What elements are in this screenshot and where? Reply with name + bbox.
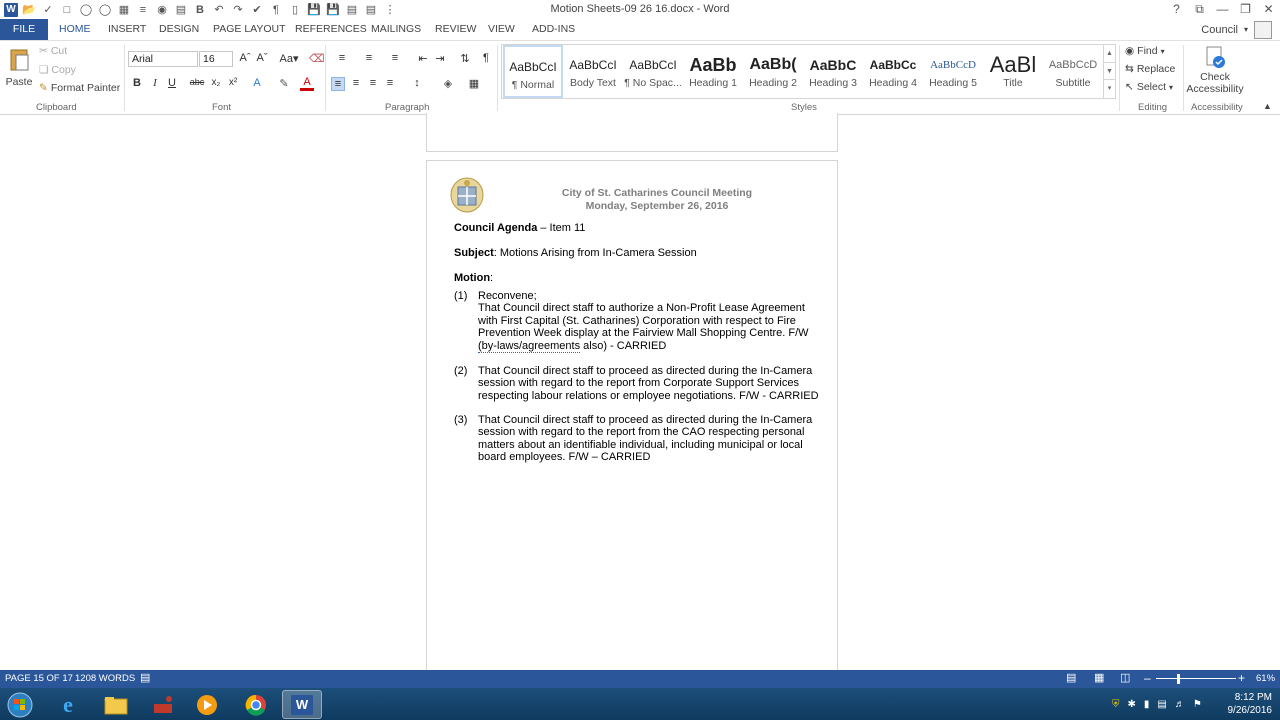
start-button[interactable] xyxy=(0,690,40,719)
change-case-icon[interactable]: Aa▾ xyxy=(279,53,299,65)
check-accessibility-button[interactable] xyxy=(1186,46,1244,95)
internet-explorer-app[interactable] xyxy=(48,690,88,719)
presentation-app[interactable] xyxy=(143,690,183,719)
editing-group-label: Editing xyxy=(1138,102,1168,113)
style-name: ¶ No Spac... xyxy=(624,77,682,89)
item-line: matters about an identifiable individual, including municipal or local xyxy=(478,438,803,451)
highlight-icon[interactable]: ✎ xyxy=(279,78,289,90)
subject-label: Subject xyxy=(454,247,494,259)
accessibility-check-icon xyxy=(1204,46,1226,70)
tab-design[interactable]: DESIGN xyxy=(159,23,200,35)
item-line: Prevention Week display at the Fairview Mall Shopping Centre. F/W xyxy=(478,327,809,340)
ribbon-display-options-icon[interactable]: ⧉ xyxy=(1195,2,1204,16)
style-name: Heading 2 xyxy=(749,77,797,89)
item-line: That Council direct staff to proceed as directed during the In-Camera xyxy=(478,365,813,377)
media-player-app[interactable] xyxy=(187,690,227,719)
chrome-icon xyxy=(244,693,268,717)
cursor-icon: ↖ xyxy=(1125,81,1134,93)
item-line: with First Capital (St. Catharines) Corporation with respect to Fire xyxy=(478,314,796,327)
italic-button[interactable]: I xyxy=(153,77,157,89)
copy-button[interactable] xyxy=(39,64,76,76)
ribbon-tabs xyxy=(0,19,1280,40)
style-preview: AaBbCcI xyxy=(629,58,677,72)
style-title[interactable] xyxy=(983,45,1043,98)
word-count[interactable]: 1208 WORDS xyxy=(75,673,136,684)
bold-button[interactable]: B xyxy=(133,77,141,89)
style-preview: AaBbCcI xyxy=(509,60,557,74)
multilevel-list-icon[interactable]: ≡ xyxy=(391,52,399,64)
previous-page-bottom xyxy=(426,113,838,152)
format-painter-label: Format Painter xyxy=(50,82,121,94)
save-icon[interactable]: 💾 xyxy=(307,4,321,16)
undo-icon[interactable]: ↶ xyxy=(214,4,224,16)
styles-gallery xyxy=(501,44,1116,99)
paragraph-mark-icon[interactable]: ¶ xyxy=(273,3,279,16)
table-icon[interactable]: ▦ xyxy=(118,4,130,16)
close-icon[interactable]: ✕ xyxy=(1263,2,1274,16)
tab-home[interactable]: HOME xyxy=(59,23,91,35)
subscript-button[interactable]: x₂ xyxy=(211,77,221,88)
style-name: Heading 3 xyxy=(809,77,857,89)
sort-icon[interactable]: ⇅ xyxy=(460,53,470,65)
word-taskbar-icon: W xyxy=(291,695,313,715)
align-center-icon[interactable]: ≡ xyxy=(352,77,360,89)
chevron-down-icon: ▾ xyxy=(1160,46,1165,56)
accessibility-group-label: Accessibility xyxy=(1191,102,1243,113)
select-button[interactable] xyxy=(1125,81,1173,93)
tab-file[interactable]: FILE xyxy=(0,19,48,40)
style-preview: AaBb xyxy=(689,55,737,75)
style-preview: AaBl xyxy=(989,53,1037,77)
motion-item-1 xyxy=(478,290,823,352)
justify-icon[interactable]: ≡ xyxy=(386,77,394,89)
style-name: Heading 5 xyxy=(929,77,977,89)
document-area[interactable] xyxy=(0,115,1280,670)
window-controls xyxy=(1165,0,1280,19)
motion-label: Motion xyxy=(454,272,491,284)
zoom-slider-thumb[interactable] xyxy=(1177,674,1180,684)
new-document-icon[interactable]: □ xyxy=(63,3,71,16)
style-name: ¶ Normal xyxy=(511,79,555,91)
style-preview: AaBbCcD xyxy=(1048,59,1098,71)
binoculars-icon: ◉ xyxy=(1125,45,1135,57)
paste-icon xyxy=(8,47,30,73)
read-mode-icon[interactable]: ▤ xyxy=(1066,672,1077,684)
action-center-flag-icon[interactable]: ⚑ xyxy=(1192,698,1202,710)
superscript-button[interactable]: x² xyxy=(228,77,238,88)
status-bar xyxy=(0,670,1280,688)
account-menu[interactable] xyxy=(1201,19,1272,40)
word-app-icon[interactable]: W xyxy=(4,3,18,17)
shading-icon[interactable]: ◈ xyxy=(443,78,453,90)
item-line: That Council direct staff to authorize a Non-Profit Lease Agreement xyxy=(478,302,805,315)
header-line-2: Monday, September 26, 2016 xyxy=(585,200,729,212)
shape-icon[interactable]: ◯ xyxy=(79,4,93,16)
motion-item-3 xyxy=(478,414,823,464)
subject-text: : Motions Arising from In-Camera Session xyxy=(493,247,697,259)
security-shield-icon[interactable]: ⛨ xyxy=(1112,698,1120,710)
clipboard-group-label: Clipboard xyxy=(36,102,77,113)
style-preview: AaBbCcD xyxy=(930,59,976,71)
divider xyxy=(124,45,125,111)
customize-toolbar-icon[interactable]: ⋮ xyxy=(384,4,396,16)
projector-icon xyxy=(151,694,175,716)
style-heading-5[interactable] xyxy=(923,45,983,98)
insert-rows-icon[interactable]: ≡ xyxy=(139,3,147,16)
tab-add-ins[interactable]: ADD-INS xyxy=(532,23,576,35)
item-line: Reconvene; xyxy=(478,290,537,302)
check-icon[interactable]: ✔ xyxy=(252,4,262,16)
clock[interactable] xyxy=(1228,691,1273,717)
battery-icon[interactable]: ▮ xyxy=(1143,698,1150,710)
file-explorer-app[interactable] xyxy=(96,690,136,719)
align-left-icon[interactable]: ≡ xyxy=(331,77,345,91)
agenda-label: Council Agenda xyxy=(454,222,538,234)
taskbar xyxy=(0,688,1280,720)
find-label: Find xyxy=(1137,45,1158,57)
page-icon[interactable]: ▯ xyxy=(291,4,299,16)
folder-icon xyxy=(104,695,128,715)
zoom-slider-track[interactable] xyxy=(1156,678,1236,679)
paste-label: Paste xyxy=(5,76,33,88)
find-button[interactable] xyxy=(1125,45,1165,57)
grow-font-icon[interactable]: Aˆ xyxy=(239,52,251,64)
binoculars-icon[interactable]: ◉ xyxy=(157,4,167,16)
page-count[interactable]: PAGE 15 OF 17 xyxy=(5,673,73,684)
media-play-icon xyxy=(195,693,219,717)
font-name-combo[interactable]: Arial xyxy=(128,51,198,67)
font-size-combo[interactable]: 16 xyxy=(199,51,233,67)
more-styles-icon[interactable]: ▾ xyxy=(1104,79,1115,96)
chevron-down-icon: ▾ xyxy=(1169,82,1174,92)
paste-button[interactable] xyxy=(6,47,32,88)
style-preview: AaBbC xyxy=(809,57,857,73)
motion-colon: : xyxy=(490,272,494,284)
clock-date: 9/26/2016 xyxy=(1227,705,1272,716)
redo-icon[interactable]: ↷ xyxy=(233,4,243,16)
restore-icon[interactable]: ❐ xyxy=(1240,2,1251,16)
tab-review[interactable]: REVIEW xyxy=(435,23,477,35)
paintbrush-icon: ✎ xyxy=(39,82,48,94)
tab-insert[interactable]: INSERT xyxy=(108,23,147,35)
print-preview-icon[interactable]: ▤ xyxy=(175,4,187,16)
underline-button[interactable]: U xyxy=(168,77,176,89)
chevron-down-icon: ▾ xyxy=(1243,25,1248,34)
paragraph-group-label: Paragraph xyxy=(385,102,430,113)
style-normal[interactable] xyxy=(503,45,563,98)
bold-icon[interactable]: B xyxy=(196,3,204,16)
clear-formatting-icon[interactable]: ⌫ xyxy=(309,53,325,65)
title-bar xyxy=(0,0,1280,19)
tab-view[interactable]: VIEW xyxy=(488,23,515,35)
divider xyxy=(1119,45,1120,111)
show-paragraph-marks-icon[interactable]: ¶ xyxy=(483,52,489,64)
replace-label: Replace xyxy=(1136,63,1176,75)
tab-page-layout[interactable]: PAGE LAYOUT xyxy=(213,23,286,35)
save-as-icon[interactable]: 💾 xyxy=(326,4,340,16)
style-preview: AaBbCcI xyxy=(569,58,617,72)
replace-button[interactable] xyxy=(1125,63,1175,75)
check-accessibility-label: Check Accessibility xyxy=(1186,71,1244,95)
bullets-icon[interactable]: ≡ xyxy=(338,52,346,64)
select-label: Select xyxy=(1136,81,1166,93)
city-crest-logo xyxy=(449,177,485,215)
format-painter-button[interactable] xyxy=(39,82,120,94)
document-page[interactable] xyxy=(426,160,838,675)
minimize-icon[interactable]: — xyxy=(1216,2,1229,16)
divider xyxy=(1183,45,1184,111)
style-heading-2[interactable] xyxy=(743,45,803,98)
replace-icon: ⇆ xyxy=(1125,63,1134,75)
subject-line xyxy=(454,247,697,259)
motion-item-2 xyxy=(478,365,823,402)
spelling-flagged-text[interactable]: (by-laws/agreements xyxy=(478,339,581,352)
print-icon[interactable]: ▤ xyxy=(346,4,358,16)
chrome-app[interactable] xyxy=(236,690,276,719)
cut-label: Cut xyxy=(50,45,68,57)
zoom-level[interactable]: 61% xyxy=(1256,673,1276,684)
item-number: (2) xyxy=(454,365,468,377)
style-heading-1[interactable] xyxy=(683,45,743,98)
style-subtitle[interactable] xyxy=(1043,45,1103,98)
divider xyxy=(325,45,326,111)
text-effects-icon[interactable]: A xyxy=(253,77,261,89)
chevron-down-icon[interactable]: ▼ xyxy=(1104,62,1115,79)
font-color-icon[interactable]: A xyxy=(300,77,314,91)
spelling-check-icon[interactable]: ✓ xyxy=(43,4,53,16)
line-spacing-icon[interactable]: ↕ xyxy=(414,77,420,89)
style-name: Subtitle xyxy=(1055,77,1091,89)
numbering-icon[interactable]: ≡ xyxy=(365,52,373,64)
style-name: Title xyxy=(1003,77,1023,89)
item-line: session with regard to the report from the CAO respecting personal xyxy=(478,426,805,439)
strikethrough-button[interactable]: abc xyxy=(189,77,205,87)
user-name: Council xyxy=(1201,23,1238,36)
borders-icon[interactable]: ▦ xyxy=(468,78,480,90)
align-right-icon[interactable]: ≡ xyxy=(369,77,377,89)
internet-explorer-icon: e xyxy=(63,691,73,717)
item-line: That Council direct staff to proceed as directed during the In-Camera xyxy=(478,414,813,426)
style-name: Heading 1 xyxy=(689,77,737,89)
windows-logo-icon xyxy=(7,692,33,718)
style-preview: AaBb( xyxy=(749,56,797,73)
style-heading-4[interactable] xyxy=(863,45,923,98)
copy-icon: ❏ xyxy=(39,64,49,76)
scissors-icon: ✂ xyxy=(39,45,48,57)
style-name: Heading 4 xyxy=(869,77,917,89)
divider xyxy=(497,45,498,111)
network-icon[interactable]: ▤ xyxy=(1157,698,1167,710)
circle-icon[interactable]: ◯ xyxy=(98,4,112,16)
tab-mailings[interactable]: MAILINGS xyxy=(371,23,422,35)
style-preview: AaBbCc xyxy=(869,58,917,72)
item-line-tail: also) - CARRIED xyxy=(580,339,667,352)
print-layout-icon[interactable]: ▦ xyxy=(1094,672,1105,684)
decrease-indent-icon[interactable]: ⇤ xyxy=(418,53,428,65)
font-group-label: Font xyxy=(212,102,232,113)
ribbon xyxy=(0,40,1280,115)
cut-button[interactable] xyxy=(39,45,67,57)
item-line xyxy=(478,340,823,352)
item-number: (1) xyxy=(454,290,468,302)
style-name: Body Text xyxy=(570,77,616,89)
item-line: respecting labour relations or employee negotiations. F/W - CARRIED xyxy=(478,389,819,402)
item-line: board employees. F/W – CARRIED xyxy=(478,451,651,464)
increase-indent-icon[interactable]: ⇥ xyxy=(435,53,445,65)
zoom-in-icon[interactable]: + xyxy=(1238,671,1246,685)
clock-time: 8:12 PM xyxy=(1234,692,1272,703)
agenda-line xyxy=(454,222,585,234)
styles-group-label: Styles xyxy=(791,102,817,113)
word-app[interactable] xyxy=(282,690,322,719)
copy-label: Copy xyxy=(51,64,76,76)
collapse-ribbon-icon[interactable]: ▲ xyxy=(1263,101,1272,111)
bluetooth-icon[interactable]: ✱ xyxy=(1127,698,1136,710)
open-folder-icon[interactable]: 📂 xyxy=(22,4,36,16)
help-icon[interactable]: ? xyxy=(1173,2,1180,16)
volume-icon[interactable]: ♬ xyxy=(1174,698,1185,710)
motion-line xyxy=(454,272,493,284)
header-line-1: City of St. Catharines Council Meeting xyxy=(561,187,753,199)
style-no-spacing[interactable] xyxy=(623,45,683,98)
style-heading-3[interactable] xyxy=(803,45,863,98)
avatar[interactable] xyxy=(1254,21,1272,39)
tab-references[interactable]: REFERENCES xyxy=(295,23,367,35)
proofing-icon[interactable]: ▤ xyxy=(140,672,151,684)
zoom-out-icon[interactable]: – xyxy=(1144,671,1151,685)
window-title: Motion Sheets-09 26 16.docx - Word xyxy=(550,3,730,15)
style-body-text[interactable] xyxy=(563,45,623,98)
gallery-scroll[interactable] xyxy=(1103,45,1115,98)
print-layout-icon[interactable]: ▤ xyxy=(365,4,377,16)
shrink-font-icon[interactable]: Aˇ xyxy=(256,52,268,64)
system-tray xyxy=(1112,688,1202,720)
chevron-up-icon[interactable]: ▲ xyxy=(1106,50,1113,57)
item-number: (3) xyxy=(454,414,468,426)
web-layout-icon[interactable]: ◫ xyxy=(1120,672,1131,684)
item-line: session with regard to the report from Corporate Support Services xyxy=(478,377,799,390)
agenda-item: – Item 11 xyxy=(537,222,586,234)
